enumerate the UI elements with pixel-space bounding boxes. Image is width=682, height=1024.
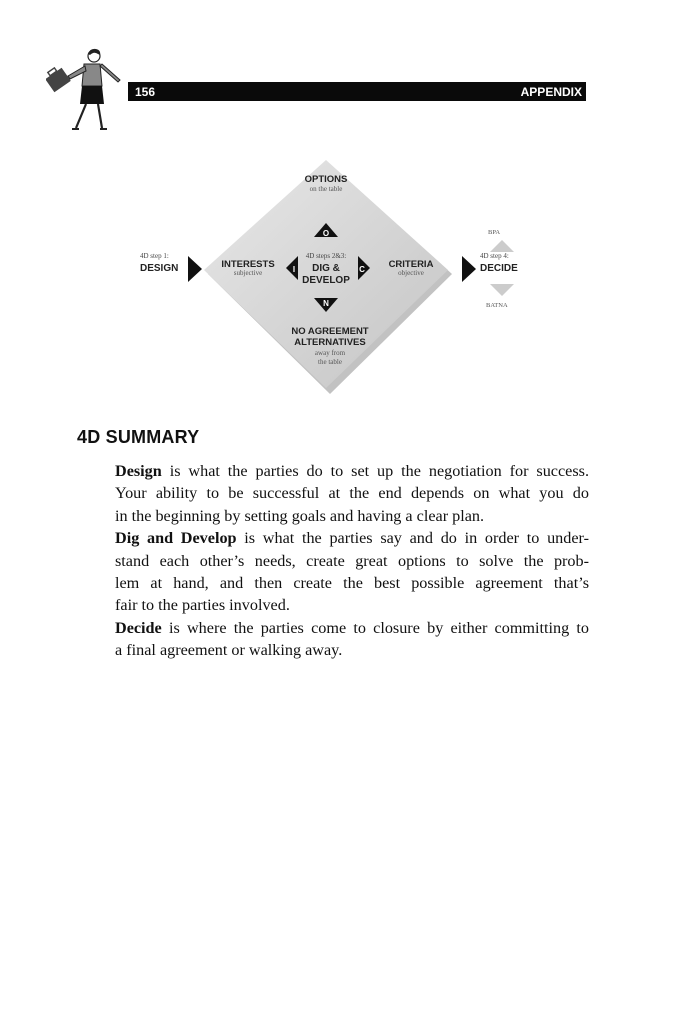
entry-term: Decide — [115, 618, 162, 637]
batna-arrow-icon — [490, 284, 514, 296]
left-step-name: DESIGN — [140, 263, 179, 274]
entry-term: Dig and Develop — [115, 529, 237, 548]
options-sub: on the table — [309, 185, 343, 193]
bpa-arrow-icon — [490, 240, 514, 252]
bottom-sub2: the table — [318, 358, 342, 366]
options-label: OPTIONS — [304, 174, 348, 185]
no-agreement-label: NO AGREEMENT — [291, 326, 369, 337]
running-header — [128, 82, 586, 101]
svg-text:C: C — [359, 265, 365, 274]
section-title: APPENDIX — [520, 84, 582, 99]
interests-sub: subjective — [233, 269, 263, 277]
right-step: 4D step 4: — [480, 252, 509, 260]
right-arrow-icon — [462, 256, 476, 282]
criteria-sub: objective — [398, 269, 424, 277]
batna-label: BATNA — [486, 302, 508, 309]
bpa-label: BPA — [488, 229, 501, 236]
entry-term: Design — [115, 462, 162, 480]
center-line1: DIG & — [312, 263, 340, 274]
svg-text:O: O — [322, 229, 330, 238]
alternatives-label: ALTERNATIVES — [294, 337, 366, 348]
4d-diagram — [130, 160, 550, 400]
left-arrow-icon — [188, 256, 202, 282]
bottom-sub1: away from — [314, 349, 346, 357]
page-number: 156 — [135, 84, 156, 99]
right-step-name: DECIDE — [480, 263, 518, 274]
center-steps: 4D steps 2&3: — [305, 252, 347, 260]
center-line2: DEVELOP — [302, 275, 350, 286]
interests-label: INTERESTS — [221, 259, 275, 270]
entry-decide: Decide is where the parties come to closure by either committing to a final agreement or walking away. — [115, 618, 589, 660]
svg-text:I: I — [292, 265, 296, 274]
summary-body — [115, 460, 589, 662]
criteria-label: CRITERIA — [388, 259, 434, 270]
entry-dig-develop: Dig and Develop is what the parties say and do in order to under- stand each other’s needs, create great options to solve the prob- lem at hand, and then create the best possible agreement that’s fair to the parties involved. — [115, 529, 589, 615]
entry-design: Design is what the parties do to set up the negotiation for success. Your ability to be successful at the end depends on what you do in the beginning by setting goals and having a clear plan. — [115, 462, 589, 525]
businesswoman-icon — [46, 46, 130, 132]
left-step: 4D step 1: — [140, 252, 169, 260]
section-heading: 4D SUMMARY — [77, 427, 200, 447]
svg-text:N: N — [323, 299, 329, 308]
